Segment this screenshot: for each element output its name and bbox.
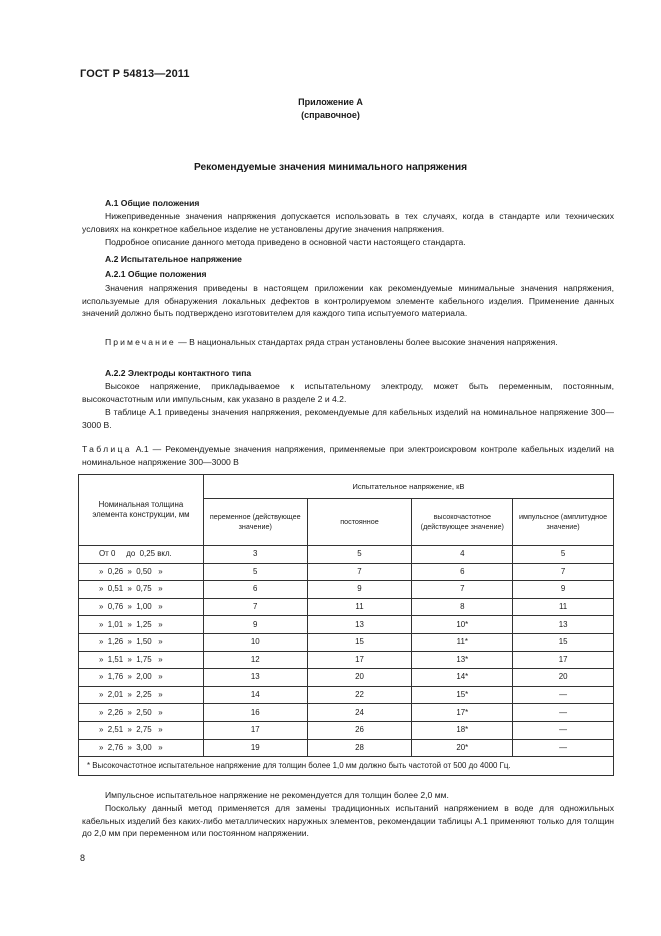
section-a22-paragraph-1: Высокое напряжение, прикладываемое к испытательному электроду, может быть переменным, постоянным, высокочастотным или импульсным, как указано в разделе 2 и 4.2. <box>82 381 614 404</box>
ac-cell: 10 <box>203 633 307 651</box>
hf-column-header: высокочастотное (действующее значение) <box>412 499 513 546</box>
dc-cell: 20 <box>307 669 412 687</box>
note-label: Примечание <box>105 337 176 347</box>
thickness-cell: » 0,76 » 1,00 » <box>79 598 204 616</box>
hf-cell: 20* <box>412 739 513 757</box>
table-row <box>79 633 614 651</box>
table-row <box>79 563 614 581</box>
pulse-cell: 20 <box>513 669 614 687</box>
pulse-cell: 13 <box>513 616 614 634</box>
ac-cell: 12 <box>203 651 307 669</box>
thickness-column-header: Номинальная толщина элемента конструкции, мм <box>79 475 204 546</box>
annex-heading: Рекомендуемые значения минимального напряжения <box>193 162 468 173</box>
annex-title: Приложение А <box>298 97 363 107</box>
thickness-cell: » 1,01 » 1,25 » <box>79 616 204 634</box>
table-row <box>79 686 614 704</box>
hf-cell: 13* <box>412 651 513 669</box>
hf-cell: 14* <box>412 669 513 687</box>
table-footnote: * Высокочастотное испытательное напряжение для толщин более 1,0 мм должно быть частотой от 500 до 4000 Гц. <box>79 757 614 776</box>
section-a1-paragraph-1: Нижеприведенные значения напряжения допускается использовать в тех случаях, когда в стандарте или технических условиях на конкретное кабельное изделие не установлены другие значения напряжения. <box>82 211 614 234</box>
pulse-column-header: импульсное (амплитудное значение) <box>513 499 614 546</box>
table-row <box>79 546 614 564</box>
hf-cell: 18* <box>412 721 513 739</box>
ac-cell: 14 <box>203 686 307 704</box>
section-a1-heading: А.1 Общие положения <box>105 198 200 208</box>
annex-type: (справочное) <box>301 110 360 120</box>
thickness-cell: » 1,76 » 2,00 » <box>79 669 204 687</box>
pulse-cell: — <box>513 704 614 722</box>
table-row <box>79 616 614 634</box>
section-a21-heading: А.2.1 Общие положения <box>105 269 207 279</box>
dc-cell: 9 <box>307 581 412 599</box>
hf-cell: 6 <box>412 563 513 581</box>
dc-cell: 11 <box>307 598 412 616</box>
dc-cell: 7 <box>307 563 412 581</box>
ac-cell: 13 <box>203 669 307 687</box>
pulse-cell: 17 <box>513 651 614 669</box>
thickness-cell: » 2,51 » 2,75 » <box>79 721 204 739</box>
thickness-cell: » 0,26 » 0,50 » <box>79 563 204 581</box>
after-paragraph-1: Импульсное испытательное напряжение не рекомендуется для толщин более 2,0 мм. <box>105 790 449 800</box>
pulse-cell: — <box>513 739 614 757</box>
section-a21-paragraph: Значения напряжения приведены в настоящем приложении как рекомендуемые минимальные значения напряжения, используемые для обнаружения локальных дефектов в контролируемом элементе кабельного изделия. Применение данных значений должно быть подтверждено изготовителем для каждого типа испытуемого материала. <box>82 283 614 319</box>
ac-cell: 3 <box>203 546 307 564</box>
pulse-cell: — <box>513 686 614 704</box>
hf-cell: 17* <box>412 704 513 722</box>
document-header: ГОСТ Р 54813—2011 <box>80 68 190 80</box>
table-caption <box>82 443 614 468</box>
voltage-table <box>78 474 614 776</box>
hf-cell: 8 <box>412 598 513 616</box>
pulse-cell: 9 <box>513 581 614 599</box>
ac-cell: 16 <box>203 704 307 722</box>
ac-cell: 5 <box>203 563 307 581</box>
dc-cell: 22 <box>307 686 412 704</box>
ac-cell: 9 <box>203 616 307 634</box>
thickness-cell: » 1,51 » 1,75 » <box>79 651 204 669</box>
table-row <box>79 739 614 757</box>
dc-column-header: постоянное <box>307 499 412 546</box>
note-text: — В национальных стандартах ряда стран установлены более высокие значения напряжения. <box>178 337 558 347</box>
dc-cell: 15 <box>307 633 412 651</box>
table-row <box>79 669 614 687</box>
thickness-cell: » 1,26 » 1,50 » <box>79 633 204 651</box>
table-row <box>79 704 614 722</box>
thickness-cell: » 2,26 » 2,50 » <box>79 704 204 722</box>
thickness-cell: » 0,51 » 0,75 » <box>79 581 204 599</box>
section-a22-heading: А.2.2 Электроды контактного типа <box>105 368 252 378</box>
hf-cell: 11* <box>412 633 513 651</box>
ac-cell: 17 <box>203 721 307 739</box>
section-a1-paragraph-2: Подробное описание данного метода приведено в основной части настоящего стандарта. <box>105 237 466 247</box>
ac-cell: 6 <box>203 581 307 599</box>
hf-cell: 15* <box>412 686 513 704</box>
table-caption-text: А.1 — Рекомендуемые значения напряжения, применяемые при электроискровом контроле кабельных изделий на номинальное напряжение 300—3000 В <box>82 444 614 467</box>
hf-cell: 7 <box>412 581 513 599</box>
pulse-cell: 11 <box>513 598 614 616</box>
pulse-cell: 15 <box>513 633 614 651</box>
dc-cell: 5 <box>307 546 412 564</box>
pulse-cell: 5 <box>513 546 614 564</box>
after-paragraph-2: Поскольку данный метод применяется для замены традиционных испытаний напряжением в воде для одножильных кабельных изделий без каких-либо металлических наружных элементов, рекомендации таблицы А.1 применяют только для толщин до 2,0 мм при переменном или постоянном напряжении. <box>82 803 614 839</box>
section-a2-heading: А.2 Испытательное напряжение <box>105 254 242 264</box>
dc-cell: 24 <box>307 704 412 722</box>
note <box>82 336 614 349</box>
hf-cell: 10* <box>412 616 513 634</box>
section-a22-paragraph-2: В таблице А.1 приведены значения напряжения, рекомендуемые для кабельных изделий на номинальное напряжение 300—3000 В. <box>82 407 614 430</box>
dc-cell: 26 <box>307 721 412 739</box>
dc-cell: 17 <box>307 651 412 669</box>
hf-cell: 4 <box>412 546 513 564</box>
ac-cell: 7 <box>203 598 307 616</box>
table-row <box>79 651 614 669</box>
table-row <box>79 581 614 599</box>
ac-column-header: переменное (действующее значение) <box>203 499 307 546</box>
thickness-cell: » 2,01 » 2,25 » <box>79 686 204 704</box>
table-row <box>79 598 614 616</box>
table-row <box>79 721 614 739</box>
pulse-cell: 7 <box>513 563 614 581</box>
table-caption-label: Таблица <box>82 444 132 454</box>
dc-cell: 13 <box>307 616 412 634</box>
dc-cell: 28 <box>307 739 412 757</box>
pulse-cell: — <box>513 721 614 739</box>
thickness-cell: » 2,76 » 3,00 » <box>79 739 204 757</box>
ac-cell: 19 <box>203 739 307 757</box>
page-number: 8 <box>80 853 86 863</box>
thickness-cell: От 0 до 0,25 вкл. <box>79 546 204 564</box>
test-voltage-header: Испытательное напряжение, кВ <box>203 475 613 499</box>
